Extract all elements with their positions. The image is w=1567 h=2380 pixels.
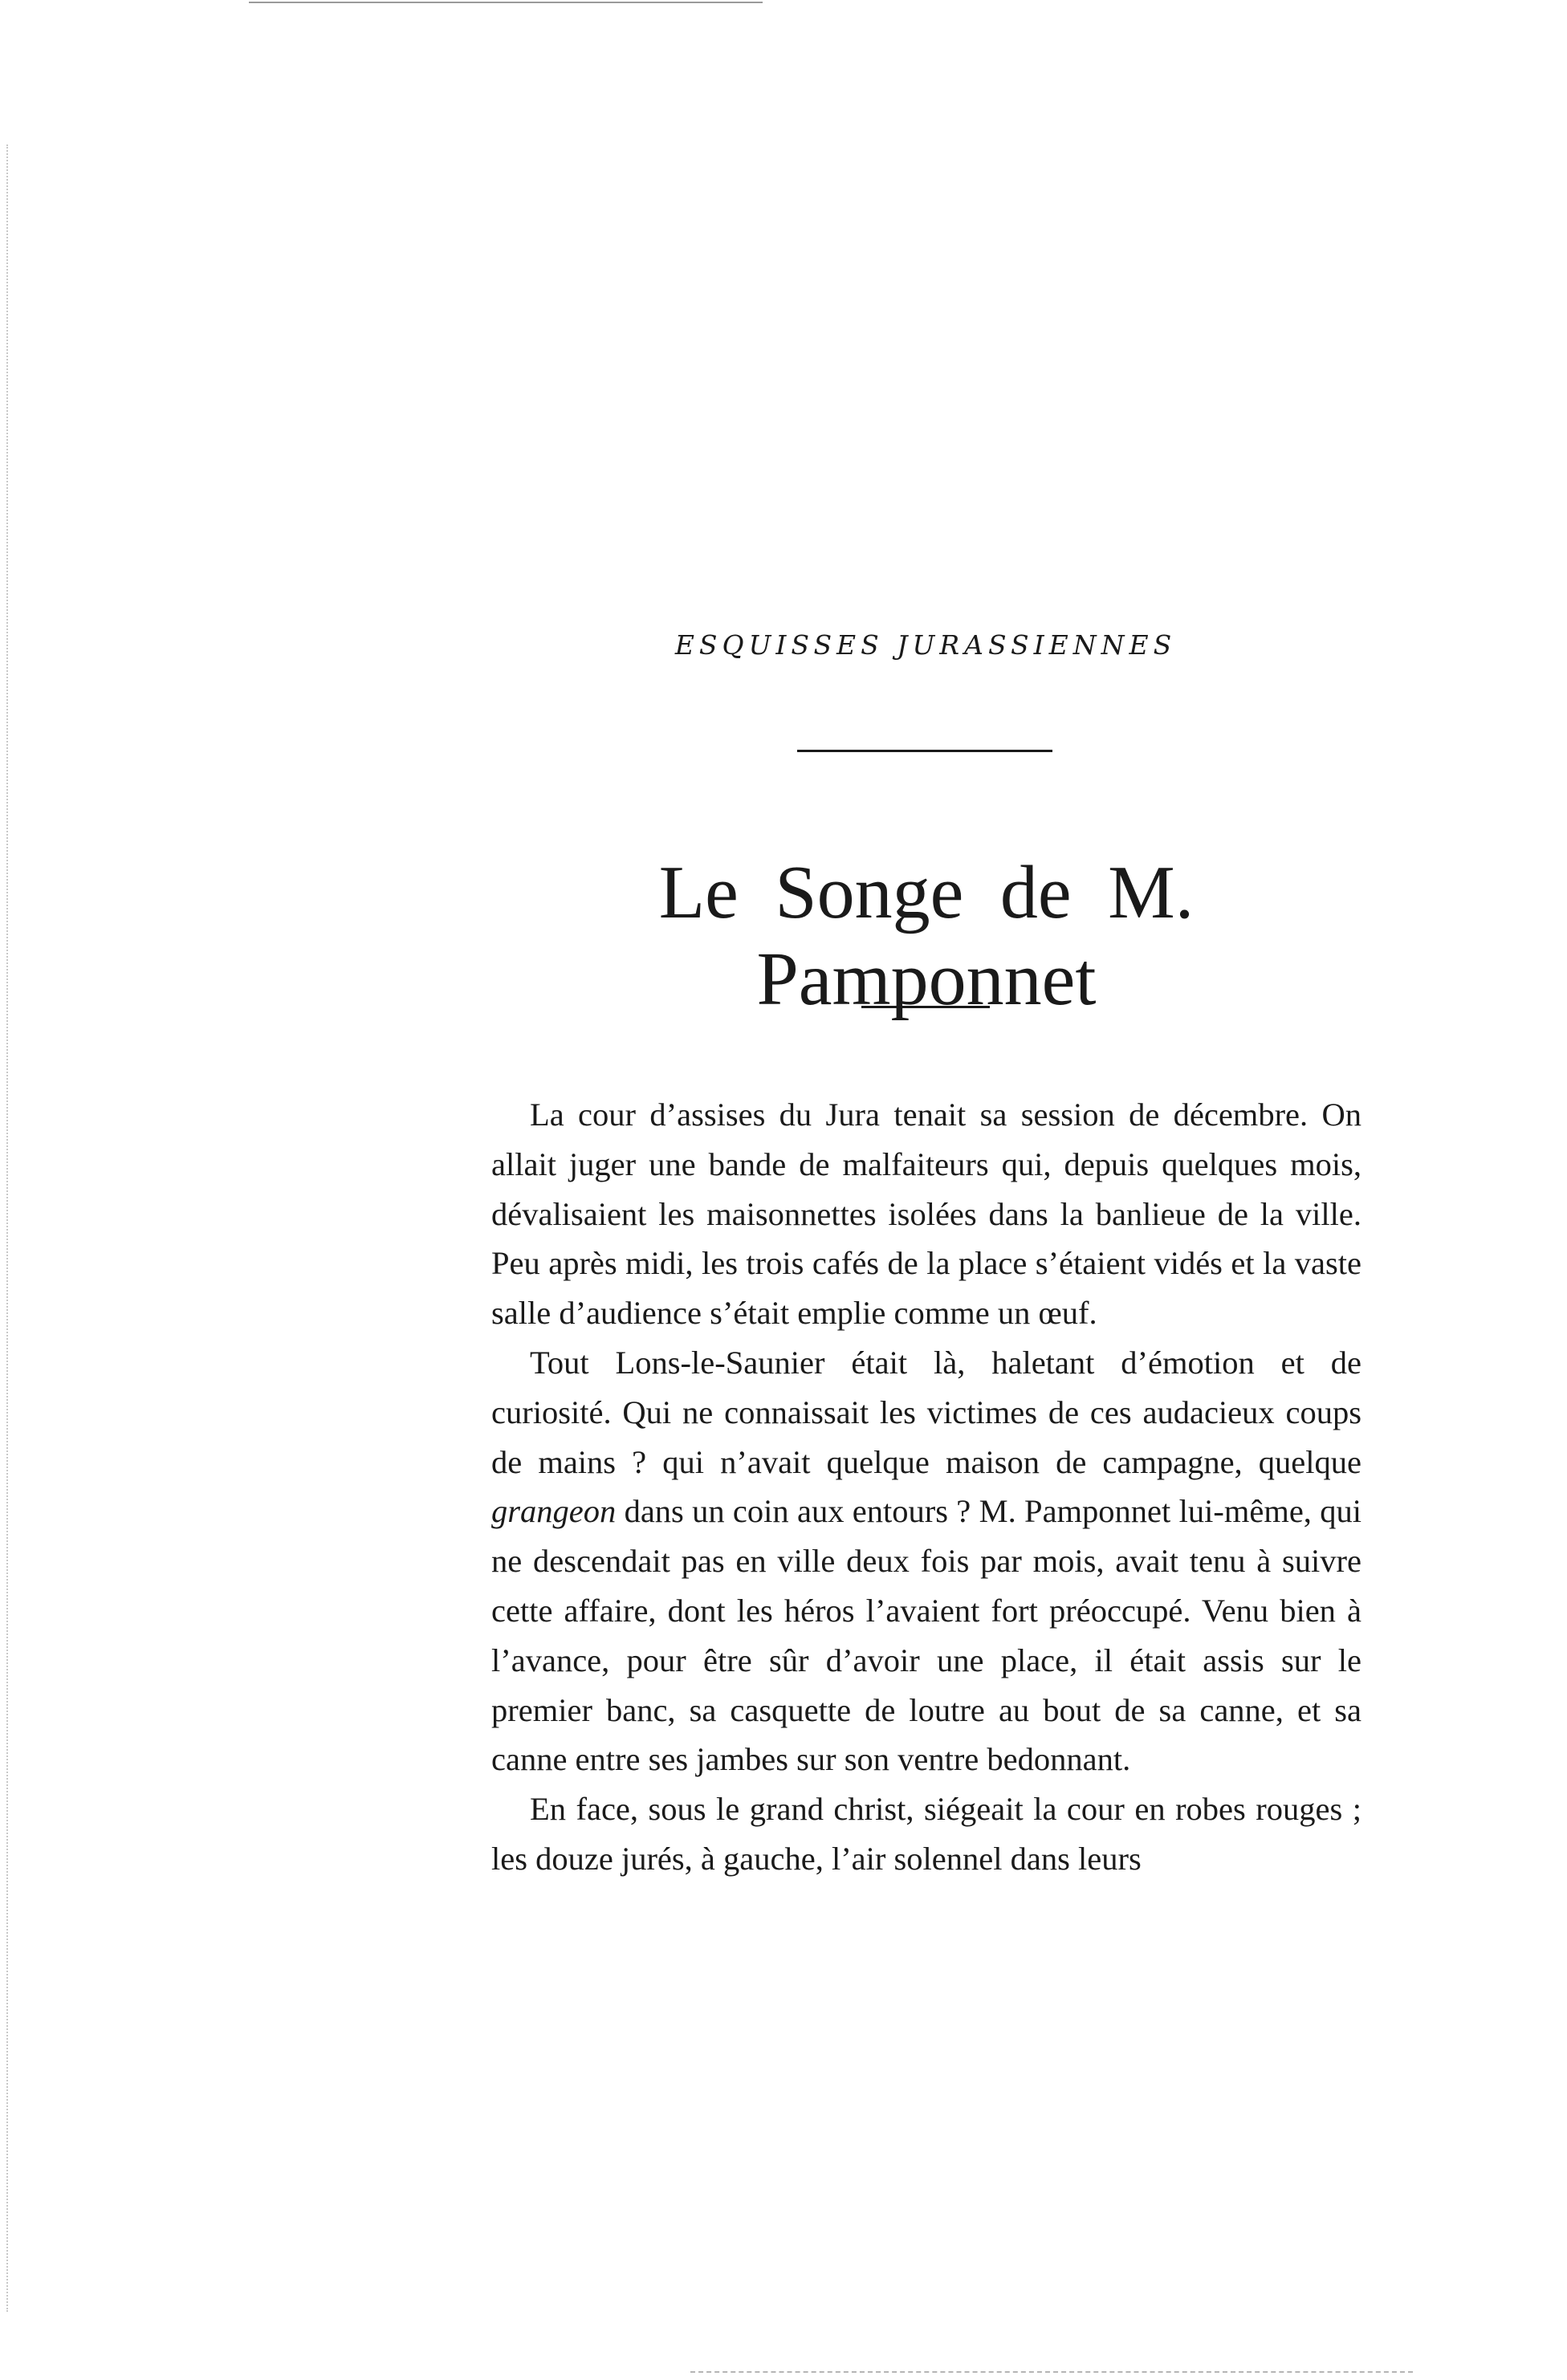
scan-margin-specks (6, 144, 10, 2312)
paragraph-2 (491, 1338, 1361, 1784)
body-text (491, 1090, 1361, 1884)
title-rule-top (797, 750, 1052, 752)
scan-top-edge-rule (249, 2, 763, 3)
paragraph-3: En face, sous le grand christ, siégeait la cour en robes rouges ; les douze jurés, à gauche, l’air solennel dans leurs (491, 1791, 1361, 1877)
title-rule-bottom (861, 1006, 990, 1008)
italic-word-grangeon: grangeon (491, 1493, 617, 1530)
scan-bottom-edge-rule (690, 2371, 1413, 2373)
paragraph-1: La cour d’assises du Jura tenait sa session de décembre. On allait juger une bande de malfaiteurs qui, depuis quelques mois, dévalisaient les maisonnettes isolées dans la banlieue de la ville. Peu après midi, les trois cafés de la place s’étaient vidés et la vaste salle d’audience s’était emplie comme un œuf. (491, 1096, 1361, 1332)
section-label: ESQUISSES JURASSIENNES (674, 629, 1177, 661)
chapter-title: Le Songe de M. Pamponnet (658, 851, 1195, 1021)
paragraph-2-part-2: dans un coin aux entours ? M. Pamponnet lui-même, qui ne descendait pas en ville deux fois par mois, avait tenu à suivre cette affaire, dont les héros l’avaient fort préoccupé. Venu bien à l’avance, pour être sûr d’avoir une place, il était assis sur le premier banc, sa casquette de loutre au bout de sa canne, et sa canne entre ses jambes sur son ventre bedonnant. (491, 1493, 1361, 1778)
paragraph-2-part-1: Tout Lons-le-Saunier était là, haletant d’émotion et de curiosité. Qui ne connaissait les victimes de ces audacieux coups de mains ? qui n’avait quelque maison de campagne, quelque (491, 1344, 1361, 1480)
